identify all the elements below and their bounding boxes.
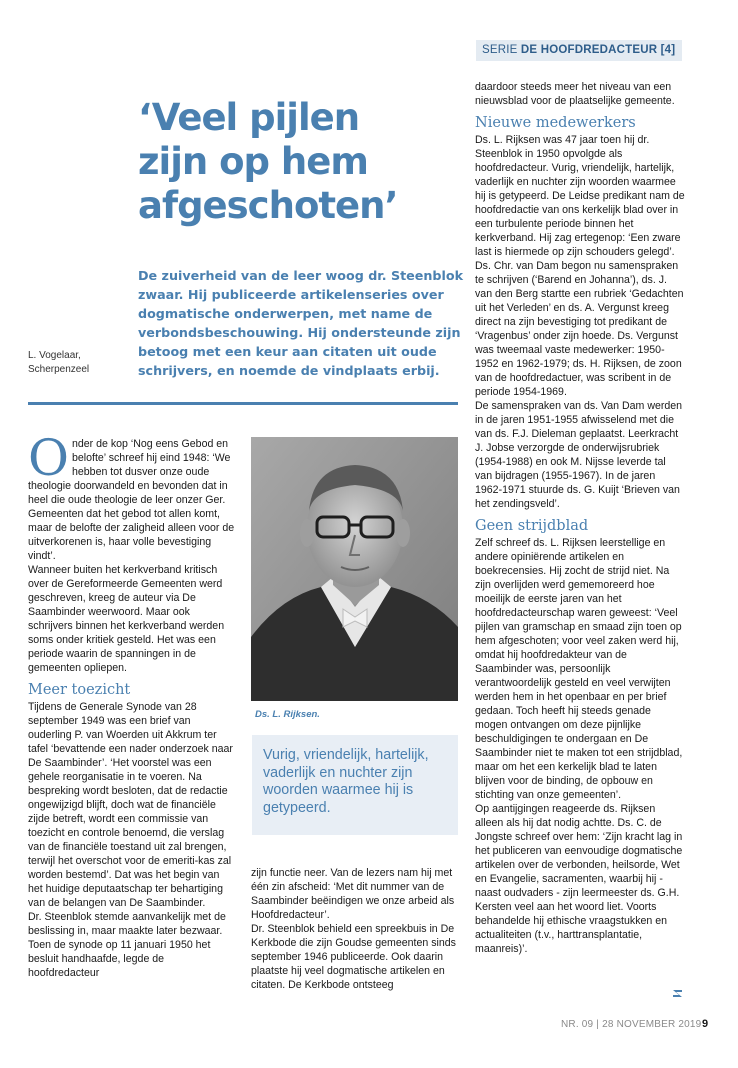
paragraph <box>28 429 236 563</box>
paragraph: Dr. Steenblok stemde aanvankelijk met de beslissing in, maar maakte later bezwaar. Toen de synode op 11 januari 1950 het besluit handhaafde, legde de hoofdredacteur <box>28 911 226 979</box>
paragraph: daardoor steeds meer het niveau van een nieuwsblad voor de plaatselijke gemeente. <box>475 81 675 107</box>
subheading: Geen strijdblad <box>475 518 589 534</box>
subheading: Nieuwe medewerkers <box>475 115 636 131</box>
pull-quote: Vurig, vriendelijk, hartelijk, vaderlijk en nuchter zijn woorden waarmee hij is getypeerd. <box>252 735 458 835</box>
paragraph: Zelf schreef ds. L. Rijksen leerstellige en andere opiniërende artikelen en boekrecensies. Hij zocht de strijd niet. Na zijn overlijden werd gememoreerd hoe moeilijk de eerste jaren van het hoofdredacteurschap waren geweest: ‘Veel pijlen van gramschap en smaad zijn toen op hem afgeschoten; voor veel zaken werd hij, omdat hij hoofdredakteur van de Saambinder was, persoonlijk verantwoordelijk gesteld en veel verwijten werden hem in het openbaar en per brief gedaan. Toch heeft hij steeds genade mogen ontvangen om deze pijnlijke beschuldigingen te ondergaan en De Saambinder niet te maken tot een strijdblad, maar om het een kerkelijk blad te laten blijven voor de binding, de opbouw en stichting van onze gemeenten’. <box>475 537 683 801</box>
column-1 <box>28 429 236 980</box>
dropcap: O <box>28 429 69 487</box>
series-prefix: SERIE <box>482 44 518 56</box>
paragraph: Wanneer buiten het kerkverband kritisch over de Gereformeerde Gemeenten werd geschreven, kreeg de auteur via De Saambinder weerwoord. Maar ook schrijvers binnen het kerkverband werden soms onder kritiek gesteld. Het was een periode waarin de spanningen in de gemeenten opliepen. <box>28 564 225 674</box>
headline-line: zijn op hem <box>138 140 368 183</box>
author-credit <box>28 349 128 377</box>
headline-line: afgeschoten’ <box>138 184 398 227</box>
column-2 <box>251 866 463 992</box>
paragraph-text: nder de kop ‘Nog eens Gebod en belofte’ schreef hij eind 1948: ‘We hebben tot dusver onze oude theologie doorwandeld en bevonden dat in heel die oude theologie de leer onzer Ger. Gemeenten dat het gebod tot allen komt, maar de belofte der zaligheid alleen voor de uitverkorenen is, haar volle bevestiging vindt’. <box>28 438 235 562</box>
paragraph: Ds. L. Rijksen was 47 jaar toen hij dr. Steenblok in 1950 opvolgde als hoofdredacteur. Vurig, vriendelijk, hartelijk, vaderlijk en nuchter zijn woorden waarmee hij is getypeerd. De Leidse predikant nam de hoofdredactie van ons kerkelijk blad over in een turbulente periode binnen het kerkverband. Hij zag ertegenop: ‘Een zware last is hiermede op zijn schouders gelegd’. <box>475 134 685 258</box>
series-title: DE HOOFDREDACTEUR [4] <box>520 44 676 56</box>
end-of-article-icon <box>672 986 683 997</box>
portrait-photo <box>251 437 458 701</box>
photo-caption: Ds. L. Rijksen. <box>255 709 320 720</box>
author-name: L. Vogelaar, <box>28 350 81 361</box>
author-place: Scherpenzeel <box>28 364 90 375</box>
subheading: Meer toezicht <box>28 682 131 698</box>
intro-paragraph: De zuiverheid van de leer woog dr. Steenblok zwaar. Hij publiceerde artikelenseries over dogmatische onderwerpen, met name de verbondsbeschouwing. Hij ondersteunde zijn betoog met een keur aan citaten uit oude schrijvers, en noemde de vindplaats erbij. <box>138 268 464 378</box>
headline <box>138 96 458 228</box>
paragraph: Op aantijgingen reageerde ds. Rijksen alleen als hij dat nodig achtte. Ds. C. de Jongste schreef over hem: ‘Zijn kracht lag in het publiceren van eenvoudige dogmatische artikelen over de verbonden, heilsorde, Wet en Evangelie, sacramenten, waarbij hij - naast oudvaders - zijn leermeester ds. G.H. Kersten veel aan het woord liet. Voorts behandelde hij ethische vraagstukken en actualiteiten (t.v., harttransplantatie, maanreis)’. <box>475 803 683 955</box>
paragraph: Dr. Steenblok behield een spreekbuis in De Kerkbode die zijn Goudse gemeenten sinds september 1946 publiceerde. Ook daarin plaatste hij veel dogmatische artikelen en citaten. De Kerkbode ontsteeg <box>251 923 456 991</box>
paragraph: De samenspraken van ds. Van Dam werden in de jaren 1951-1955 afwisselend met die van ds. F.J. Dieleman geplaatst. Leerkracht J. Jobse verzorgde de onderwijsrubriek (1954-1988) en ook M. Nijsse leverde tal van bijdragen (1955-1967). In de jaren 1962-1971 stuurde ds. G. Kuijt ‘Brieven van het zendingsveld’. <box>475 400 683 510</box>
page-number: 9 <box>702 1018 709 1030</box>
series-label <box>476 40 682 61</box>
paragraph: zijn functie neer. Van de lezers nam hij met één zin afscheid: ‘Met dit nummer van de Saambinder beëindigen we onze arbeid als Hoofdredacteur’. <box>251 867 455 921</box>
paragraph: Tijdens de Generale Synode van 28 september 1949 was een brief van ouderling P. van Woerden uit Akkrum ter tafel ‘bevattende een nader onderzoek naar De Saambinder’. ‘Het voorstel was een gehele reorganisatie in te voeren. Na bespreking wordt besloten, dat de redactie ongewijzigd blijft, doch wat de financiële zijde betreft, wordt een commissie van toezicht en controle benoemd, die verslag van de financiële toestand uit zal brengen, terwijl het overschot voor de emeriti-kas zal worden bestemd’. Dat was het begin van het huidige deputaatschap ter behartiging van de belangen van De Saambinder. <box>28 701 233 909</box>
headline-line: ‘Veel pijlen <box>138 96 360 139</box>
divider-rule <box>28 402 458 405</box>
paragraph: Ds. Chr. van Dam begon nu samenspraken te schrijven (‘Barend en Johanna’), ds. J. van den Berg startte een rubriek ‘Gedachten uit het Verleden’ en ds. A. Vergunst kreeg direct na zijn bevestiging tot predikant de ‘Vragenbus’ onder zijn hoede. Ds. Vergunst was tweemaal vaste medewerker: 1950-1952 en 1962-1979; ds. H. Rijksen, de zoon van de hoofdredactuer, was scribent in de periode 1954-1969. <box>475 260 684 398</box>
issue-date: NR. 09 | 28 NOVEMBER 2019 <box>561 1019 702 1030</box>
column-3 <box>475 80 685 956</box>
